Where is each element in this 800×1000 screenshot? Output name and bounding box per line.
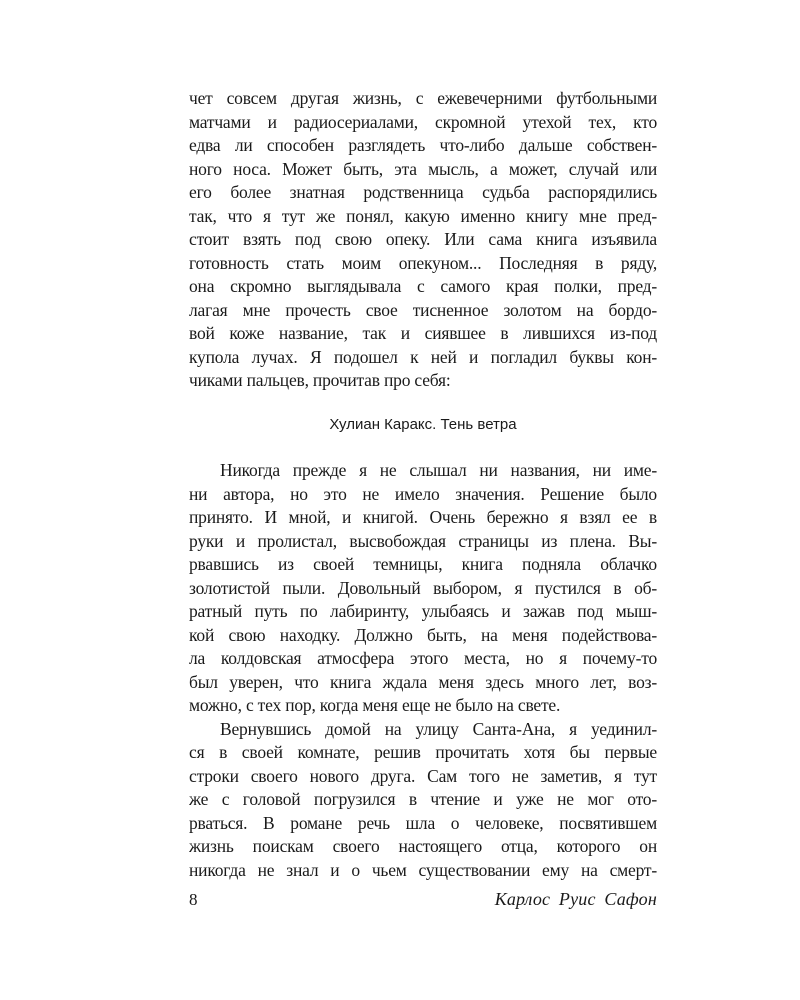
text-line: едва ли способен разглядеть что-либо дальше собствен- (189, 135, 657, 155)
text-line: Вернувшись домой на улицу Санта-Ана, я уединил- (220, 718, 657, 739)
text-line: принято. И мной, и книгой. Очень бережно я взял ее в (189, 507, 657, 527)
text-line: рваться. В романе речь шла о человеке, посвятившем (189, 812, 657, 833)
text-line: лагая мне прочесть свое тисненное золотом на бордо- (189, 299, 657, 320)
text-line: матчами и радиосериалами, скромной утехой тех, кто (189, 111, 657, 132)
book-title-line: Хулиан Каракс. Тень ветра (329, 415, 517, 433)
text-line: его более знатная родственница судьба распорядились (189, 182, 657, 202)
text-line: ни автора, но это не имело значения. Решение было (189, 483, 657, 504)
running-title-author: Карлос Руис Сафон (494, 889, 657, 909)
text-line: ного носа. Может быть, эта мысль, а может, случай или (189, 158, 657, 179)
paragraph-third (189, 718, 657, 883)
text-line: ла колдовская атмосфера этого места, но я почему-то (189, 648, 657, 668)
text-line: готовность стать моим опекуном... Последняя в ряду, (189, 252, 657, 273)
text-line: же с головой погрузился в чтение и уже не мог ото- (189, 789, 657, 809)
text-line: ся в своей комнате, решив прочитать хотя бы первые (189, 742, 657, 762)
paragraph-continuation (189, 87, 657, 393)
text-line: купола лучах. Я подошел к ней и погладил буквы кон- (189, 346, 657, 367)
text-line: вой коже название, так и сиявшее в лившихся из-под (189, 323, 657, 343)
text-line: был уверен, что книга ждала меня здесь много лет, воз- (189, 671, 657, 692)
text-line: она скромно выглядывала с самого края полки, пред- (189, 276, 657, 296)
text-line: кой свою находку. Должно быть, на меня подействова- (189, 624, 657, 645)
text-line: никогда не знал и о чьем существовании ему на смерт- (189, 859, 657, 880)
text-line: стоит взять под свою опеку. Или сама книга изъявила (189, 229, 657, 249)
paragraph-second (189, 459, 657, 718)
text-line: чиками пальцев, прочитав про себя: (189, 370, 451, 390)
text-line: рвавшись из своей темницы, книга подняла облачко (189, 554, 657, 574)
text-line: так, что я тут же понял, какую именно книгу мне пред- (189, 205, 657, 226)
text-line: золотистой пыли. Довольный выбором, я пустился в об- (189, 577, 657, 598)
text-line: руки и пролистал, высвобождая страницы из плена. Вы- (189, 530, 657, 551)
page-footer (189, 889, 657, 910)
text-line: Никогда прежде я не слышал ни названия, ни име- (220, 460, 657, 480)
text-line: строки своего нового друга. Сам того не заметив, я тут (189, 765, 657, 786)
text-block (189, 87, 657, 882)
page-number: 8 (189, 890, 198, 909)
text-line: чет совсем другая жизнь, с ежевечерними футбольными (189, 88, 657, 108)
text-line: жизнь поискам своего настоящего отца, которого он (189, 836, 657, 856)
text-line: ратный путь по лабиринту, улыбаясь и зажав под мыш- (189, 601, 657, 621)
text-line: можно, с тех пор, когда меня еще не было на свете. (189, 695, 561, 715)
